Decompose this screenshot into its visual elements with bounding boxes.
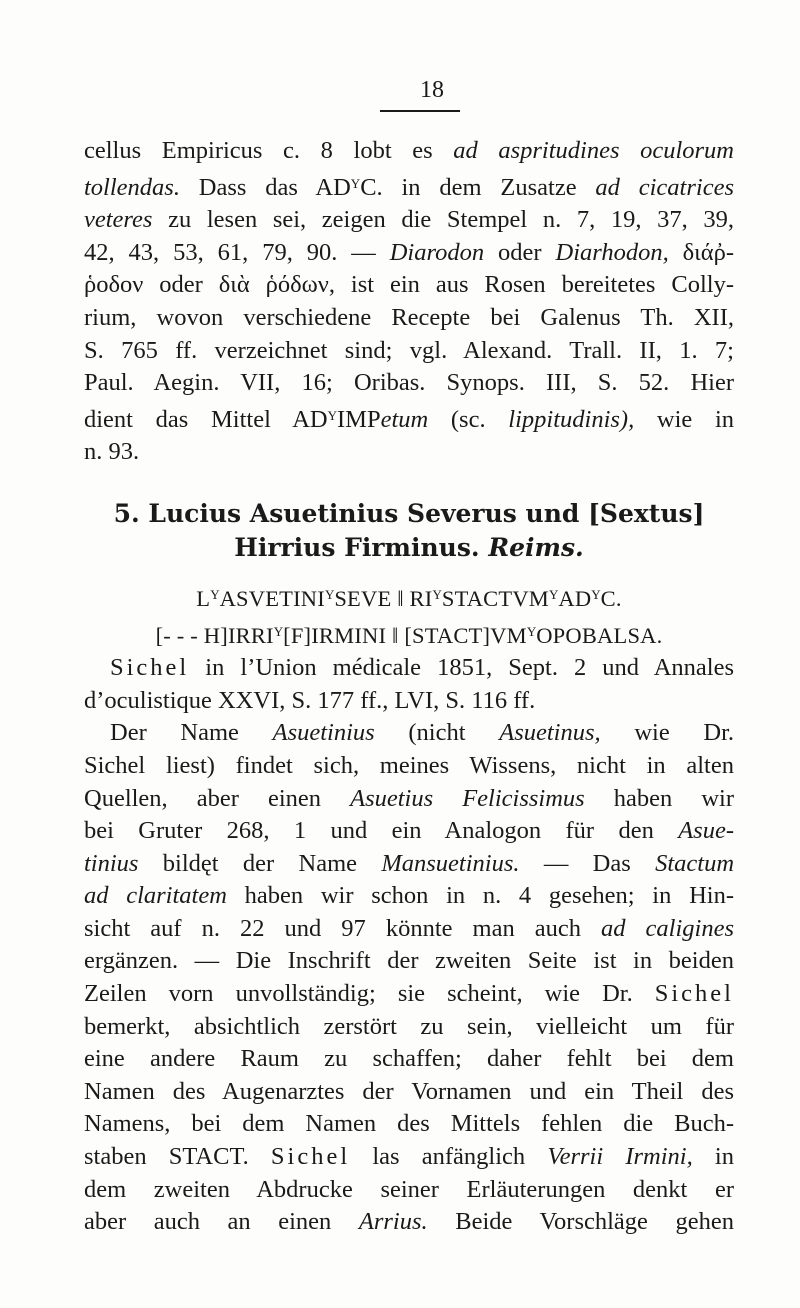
text-line: [84, 335, 734, 368]
text-run: Namen des Augenarztes der Vornamen und ein Theil des: [84, 1077, 734, 1105]
italic-run: etum: [380, 405, 429, 433]
text-line: [84, 1206, 734, 1239]
text-run: διάῤ-: [668, 238, 734, 266]
text-run: Quellen, aber einen: [84, 784, 351, 812]
text-run: IMP: [337, 405, 381, 433]
paragraph-sources: [84, 652, 734, 717]
text-line: [84, 783, 734, 816]
text-run: haben wir schon in n. 4 gesehen; in Hin-: [226, 882, 734, 910]
text-run: Namens, bei dem Namen des Mittels fehlen die Buch-: [84, 1110, 734, 1138]
text-run: sicht auf n. 22 und 97 könnte man auch: [84, 914, 602, 942]
superscript-mark: Y: [350, 175, 361, 191]
italic-run: ad caligines: [601, 914, 734, 942]
text-run: dem zweiten Abdrucke seiner Erläuterungen denkt er: [84, 1175, 734, 1203]
text-run: — Das: [519, 849, 656, 877]
text-run: Hirrius Firminus.: [234, 532, 489, 562]
italic-run: ad claritatem: [84, 882, 227, 910]
superscript-mark: Y: [273, 623, 284, 639]
text-run: C. in dem Zusatze: [360, 173, 596, 201]
italic-run: Verrii Irmini,: [547, 1143, 693, 1171]
heading-line: [84, 531, 734, 565]
page-number-rule: [380, 110, 460, 112]
text-line: [84, 880, 734, 913]
text-run: 42, 43, 53, 61, 79, 90. —: [84, 238, 390, 266]
text-run: [- - - H]IRRI: [155, 622, 274, 648]
text-line: [84, 978, 734, 1011]
italic-run: Reims.: [488, 532, 584, 562]
italic-run: Stactum: [655, 849, 735, 877]
text-run: wie in: [634, 405, 734, 433]
text-line: [84, 204, 734, 237]
text-run: in: [692, 1143, 734, 1171]
italic-run: Diarodon: [389, 238, 485, 266]
italic-run: ad aspritudines oculorum: [453, 137, 734, 164]
text-line: [84, 1043, 734, 1076]
superscript-mark: Y: [432, 586, 442, 602]
heading-gap: [84, 565, 734, 579]
text-line: [84, 1174, 734, 1207]
text-line: [84, 1141, 734, 1174]
text-run: in l’Union médicale 1851, Sept. 2 und Annales: [189, 654, 734, 682]
text-run: ῥοδον oder διὰ ῥόδων, ist ein aus Rosen bereitetes Colly-: [84, 271, 734, 299]
stamp-inscription: [84, 579, 734, 652]
superscript-mark: Y: [324, 586, 335, 602]
heading-line: [84, 497, 734, 531]
italic-run: lippitudinis),: [508, 405, 635, 433]
text-line: [84, 237, 734, 270]
text-line: [84, 1076, 734, 1109]
text-line: [84, 945, 734, 978]
text-run: bemerkt, absichtlich zerstört zu sein, vielleicht um für: [84, 1012, 734, 1040]
text-line: [84, 652, 734, 685]
text-line: [84, 750, 734, 783]
section-heading: [84, 497, 734, 565]
text-line: [84, 302, 734, 335]
text-line: [84, 1011, 734, 1044]
text-run: ASVETINI: [219, 585, 325, 611]
text-run: wie Dr.: [600, 719, 735, 747]
text-run: aber auch an einen: [84, 1208, 359, 1236]
superscript-mark: Y: [526, 623, 537, 639]
text-run: STACTVM: [441, 585, 549, 611]
text-run: (sc.: [428, 405, 509, 433]
text-run: bildęt der Name: [138, 849, 382, 877]
text-line: [84, 913, 734, 946]
text-run: zu lesen sei, zeigen die Stempel n. 7, 19, 37, 39,: [152, 206, 734, 234]
spaced-name: Sichel: [270, 1143, 351, 1171]
text-run: [F]IRMINI ‖ [STACT]VM: [283, 622, 527, 648]
superscript-mark: Y: [210, 586, 220, 602]
text-run: AD: [558, 585, 592, 611]
text-line: [84, 367, 734, 400]
text-run: Beide Vorschläge gehen: [427, 1208, 734, 1236]
spaced-name: Sichel: [654, 980, 734, 1008]
paragraph-diarodon: [84, 135, 734, 469]
text-line: [84, 848, 734, 881]
text-run: 5. Lucius Asuetinius Severus und [Sextus]: [113, 498, 705, 528]
text-line: [84, 168, 734, 205]
italic-run: tollendas.: [84, 173, 180, 201]
italic-run: Arrius.: [358, 1208, 428, 1236]
text-run: Zeilen vorn unvollständig; sie scheint, wie Dr.: [84, 980, 655, 1008]
text-line: [84, 135, 734, 168]
page-number: 18: [420, 77, 444, 103]
superscript-mark: Y: [548, 586, 559, 602]
italic-run: ad cicatrices: [595, 173, 734, 201]
text-run: Sichel liest) findet sich, meines Wissens, nicht in alten: [84, 751, 734, 779]
text-run: SEVE ‖ RI: [334, 585, 433, 611]
paragraph-commentary: [84, 717, 734, 1239]
superscript-mark: Y: [591, 586, 601, 602]
inscription-line: [84, 579, 734, 616]
text-run: dient das Mittel AD: [84, 405, 328, 433]
italic-run: tinius: [84, 849, 139, 877]
italic-run: veteres: [84, 206, 153, 234]
text-run: d’oculistique XXVI, S. 177 ff., LVI, S. 116 ff.: [84, 686, 536, 714]
text-run: Dass das AD: [179, 173, 351, 201]
section-gap: [84, 469, 734, 497]
text-run: staben STACT.: [84, 1143, 271, 1171]
text-line: [84, 269, 734, 302]
text-run: n. 93.: [84, 438, 140, 466]
text-run: las anfänglich: [350, 1143, 548, 1171]
italic-run: Asue-: [678, 817, 734, 845]
text-line: [84, 685, 734, 718]
text-run: Der Name: [110, 719, 273, 747]
body-text: [84, 135, 734, 1239]
spaced-name: Sichel: [110, 654, 190, 682]
text-run: eine andere Raum zu schaffen; daher fehlt bei dem: [84, 1045, 734, 1073]
text-run: rium, wovon verschiedene Recepte bei Galenus Th. XII,: [84, 303, 734, 331]
italic-run: Asuetius Felicissimus: [350, 784, 585, 812]
text-line: [84, 1108, 734, 1141]
text-run: Paul. Aegin. VII, 16; Oribas. Synops. III, S. 52. Hier: [84, 369, 734, 397]
text-line: [84, 717, 734, 750]
italic-run: Asuetinius: [272, 719, 375, 747]
italic-run: Diarhodon,: [555, 238, 669, 266]
text-line: [84, 815, 734, 848]
text-run: S. 765 ff. verzeichnet sind; vgl. Alexand. Trall. II, 1. 7;: [84, 336, 734, 364]
text-run: C.: [600, 585, 622, 611]
italic-run: Asuetinus,: [499, 719, 601, 747]
text-run: haben wir: [584, 784, 734, 812]
text-run: L: [196, 585, 211, 611]
text-run: OPOBALSA.: [536, 622, 663, 648]
italic-run: Mansuetinius.: [381, 849, 520, 877]
text-line: [84, 400, 734, 437]
text-line: [84, 436, 734, 469]
text-run: ergänzen. — Die Inschrift der zweiten Seite ist in beiden: [84, 947, 734, 975]
text-run: bei Gruter 268, 1 und ein Analogon für den: [84, 817, 679, 845]
inscription-line: [84, 616, 734, 653]
text-run: (nicht: [374, 719, 500, 747]
superscript-mark: Y: [327, 407, 338, 423]
text-run: oder: [484, 238, 556, 266]
text-run: cellus Empiricus c. 8 lobt es: [84, 137, 454, 164]
